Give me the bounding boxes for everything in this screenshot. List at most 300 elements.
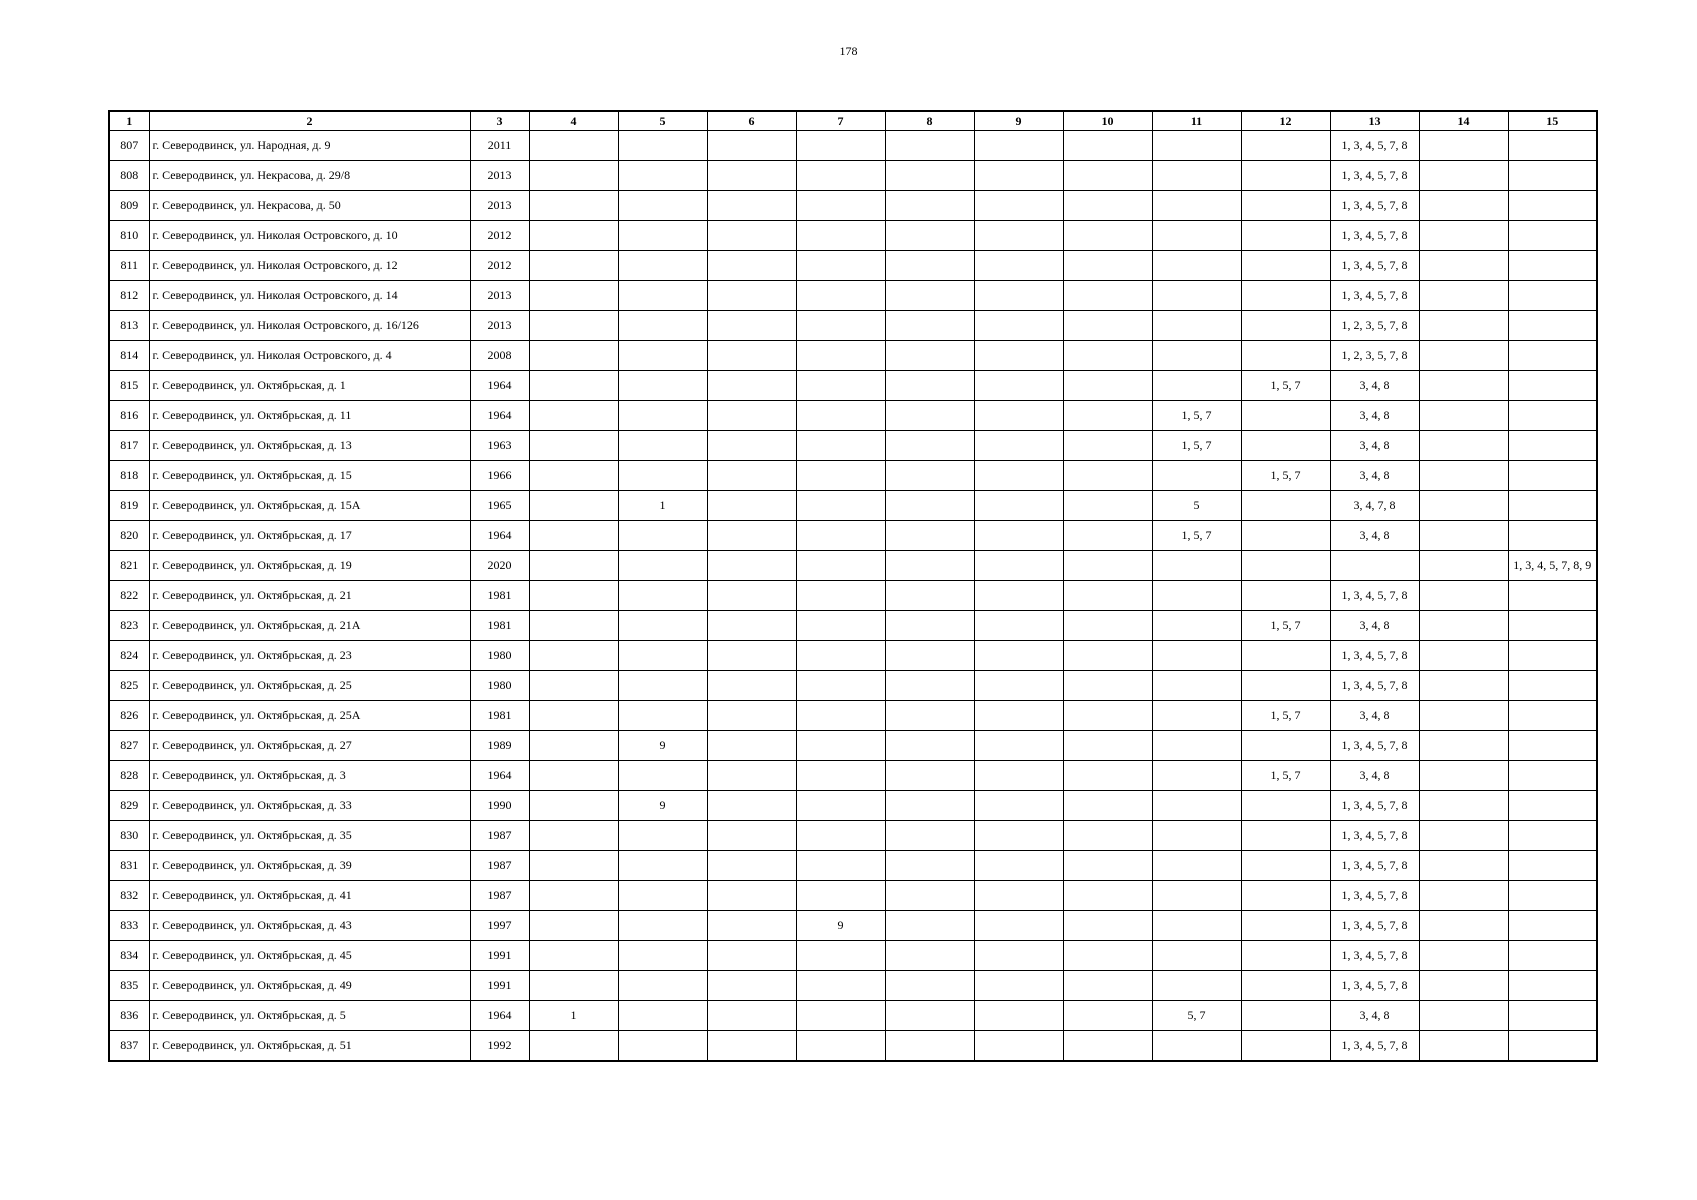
table-cell: [885, 371, 974, 401]
table-cell: [796, 701, 885, 731]
table-cell: [1063, 1001, 1152, 1031]
table-cell: [618, 221, 707, 251]
year-cell: 1981: [470, 581, 529, 611]
table-cell: [1063, 731, 1152, 761]
table-cell: [1419, 1001, 1508, 1031]
table-cell: [618, 701, 707, 731]
row-number-cell: 833: [109, 911, 149, 941]
table-cell: [1152, 311, 1241, 341]
table-cell: [885, 731, 974, 761]
table-cell: [707, 611, 796, 641]
table-cell: [618, 881, 707, 911]
address-cell: г. Северодвинск, ул. Октябрьская, д. 43: [149, 911, 470, 941]
year-cell: 1980: [470, 641, 529, 671]
row-number-cell: 832: [109, 881, 149, 911]
table-cell: [1241, 431, 1330, 461]
row-number-cell: 820: [109, 521, 149, 551]
table-cell: [974, 431, 1063, 461]
table-cell: [1508, 611, 1597, 641]
year-cell: 1980: [470, 671, 529, 701]
table-cell: [529, 551, 618, 581]
table-cell: [885, 1001, 974, 1031]
table-cell: [885, 551, 974, 581]
table-cell: [1508, 1031, 1597, 1062]
table-cell: 3, 4, 7, 8: [1330, 491, 1419, 521]
table-cell: [1241, 401, 1330, 431]
table-cell: [1063, 191, 1152, 221]
table-cell: [885, 461, 974, 491]
address-cell: г. Северодвинск, ул. Некрасова, д. 29/8: [149, 161, 470, 191]
table-cell: [529, 611, 618, 641]
year-cell: 1981: [470, 611, 529, 641]
table-cell: [1419, 851, 1508, 881]
row-number-cell: 814: [109, 341, 149, 371]
table-cell: [796, 281, 885, 311]
address-cell: г. Северодвинск, ул. Октябрьская, д. 5: [149, 1001, 470, 1031]
table-cell: [1508, 191, 1597, 221]
table-cell: [1063, 371, 1152, 401]
table-cell: 5: [1152, 491, 1241, 521]
table-cell: [618, 401, 707, 431]
table-cell: 1, 3, 4, 5, 7, 8: [1330, 671, 1419, 701]
table-cell: [618, 461, 707, 491]
table-cell: [707, 281, 796, 311]
table-cell: [707, 341, 796, 371]
table-cell: [974, 221, 1063, 251]
row-number-cell: 808: [109, 161, 149, 191]
table-cell: [885, 881, 974, 911]
table-cell: [1241, 641, 1330, 671]
table-cell: [707, 401, 796, 431]
table-cell: [796, 131, 885, 161]
table-cell: [1152, 161, 1241, 191]
table-row: [109, 131, 1597, 161]
year-cell: 2013: [470, 161, 529, 191]
table-row: [109, 341, 1597, 371]
table-cell: [1152, 731, 1241, 761]
table-cell: [1419, 821, 1508, 851]
row-number-cell: 821: [109, 551, 149, 581]
column-header-12: 12: [1241, 111, 1330, 131]
table-cell: [796, 431, 885, 461]
table-cell: [796, 671, 885, 701]
column-header-11: 11: [1152, 111, 1241, 131]
table-cell: [529, 491, 618, 521]
table-cell: [974, 521, 1063, 551]
table-cell: [1152, 191, 1241, 221]
table-cell: [1508, 521, 1597, 551]
table-cell: [618, 311, 707, 341]
table-cell: [974, 611, 1063, 641]
address-cell: г. Северодвинск, ул. Николая Островского, д. 4: [149, 341, 470, 371]
table-cell: [796, 251, 885, 281]
address-cell: г. Северодвинск, ул. Октябрьская, д. 33: [149, 791, 470, 821]
table-cell: [618, 251, 707, 281]
table-cell: [1063, 281, 1152, 311]
table-cell: [885, 911, 974, 941]
table-cell: [1241, 521, 1330, 551]
table-cell: [1241, 161, 1330, 191]
table-row: [109, 521, 1597, 551]
address-cell: г. Северодвинск, ул. Октябрьская, д. 3: [149, 761, 470, 791]
table-cell: [529, 221, 618, 251]
table-cell: 9: [618, 731, 707, 761]
row-number-cell: 819: [109, 491, 149, 521]
table-cell: [1152, 821, 1241, 851]
table-cell: [1152, 881, 1241, 911]
table-cell: [1063, 161, 1152, 191]
table-cell: [885, 401, 974, 431]
table-cell: [796, 791, 885, 821]
table-cell: [1063, 701, 1152, 731]
year-cell: 1964: [470, 761, 529, 791]
table-cell: [796, 491, 885, 521]
table-cell: [618, 341, 707, 371]
table-cell: [796, 221, 885, 251]
table-cell: [618, 1001, 707, 1031]
table-cell: [529, 131, 618, 161]
year-cell: 2013: [470, 191, 529, 221]
table-cell: [707, 731, 796, 761]
table-cell: 1, 5, 7: [1152, 401, 1241, 431]
address-cell: г. Северодвинск, ул. Октябрьская, д. 21: [149, 581, 470, 611]
table-cell: [1508, 281, 1597, 311]
table-cell: [618, 551, 707, 581]
table-cell: [529, 821, 618, 851]
table-cell: [974, 401, 1063, 431]
row-number-cell: 829: [109, 791, 149, 821]
address-cell: г. Северодвинск, ул. Октябрьская, д. 39: [149, 851, 470, 881]
table-cell: [707, 191, 796, 221]
table-cell: [1419, 971, 1508, 1001]
table-cell: [1152, 221, 1241, 251]
table-cell: [885, 761, 974, 791]
table-cell: [707, 851, 796, 881]
table-cell: [796, 551, 885, 581]
table-cell: [1063, 641, 1152, 671]
table-cell: [974, 161, 1063, 191]
table-cell: 9: [618, 791, 707, 821]
table-cell: [1508, 881, 1597, 911]
table-row: [109, 1001, 1597, 1031]
year-cell: 2013: [470, 311, 529, 341]
table-row: [109, 941, 1597, 971]
table-row: [109, 671, 1597, 701]
table-cell: [1419, 761, 1508, 791]
table-cell: [707, 371, 796, 401]
table-cell: [529, 791, 618, 821]
table-cell: [529, 401, 618, 431]
year-cell: 2012: [470, 221, 529, 251]
table-cell: [796, 461, 885, 491]
table-cell: [1508, 761, 1597, 791]
table-cell: [1419, 551, 1508, 581]
table-cell: [796, 341, 885, 371]
table-cell: [529, 461, 618, 491]
table-cell: [1419, 251, 1508, 281]
table-cell: [796, 371, 885, 401]
table-cell: 1, 3, 4, 5, 7, 8: [1330, 941, 1419, 971]
table-cell: 1, 5, 7: [1241, 701, 1330, 731]
table-cell: [885, 521, 974, 551]
table-cell: 1, 3, 4, 5, 7, 8: [1330, 131, 1419, 161]
address-cell: г. Северодвинск, ул. Октябрьская, д. 41: [149, 881, 470, 911]
table-cell: 1, 5, 7: [1241, 461, 1330, 491]
table-cell: [707, 131, 796, 161]
table-cell: 1, 5, 7: [1241, 371, 1330, 401]
table-cell: 1, 3, 4, 5, 7, 8: [1330, 161, 1419, 191]
table-cell: [885, 941, 974, 971]
column-header-7: 7: [796, 111, 885, 131]
table-cell: [1419, 1031, 1508, 1062]
table-cell: [707, 311, 796, 341]
column-header-1: 1: [109, 111, 149, 131]
table-cell: [1508, 581, 1597, 611]
table-cell: [1241, 791, 1330, 821]
table-cell: [618, 281, 707, 311]
address-cell: г. Северодвинск, ул. Октябрьская, д. 19: [149, 551, 470, 581]
table-row: [109, 461, 1597, 491]
table-row: [109, 911, 1597, 941]
table-cell: [1241, 851, 1330, 881]
table-cell: [1063, 851, 1152, 881]
table-cell: [529, 431, 618, 461]
address-cell: г. Северодвинск, ул. Октябрьская, д. 49: [149, 971, 470, 1001]
address-cell: г. Северодвинск, ул. Октябрьская, д. 23: [149, 641, 470, 671]
table-cell: [707, 251, 796, 281]
row-number-cell: 812: [109, 281, 149, 311]
year-cell: 2020: [470, 551, 529, 581]
table-row: [109, 611, 1597, 641]
table-cell: [1419, 401, 1508, 431]
table-cell: 1, 3, 4, 5, 7, 8, 9: [1508, 551, 1597, 581]
table-cell: [529, 851, 618, 881]
table-cell: [885, 491, 974, 521]
table-cell: 3, 4, 8: [1330, 701, 1419, 731]
table-cell: 1, 2, 3, 5, 7, 8: [1330, 311, 1419, 341]
year-cell: 1981: [470, 701, 529, 731]
table-cell: [618, 521, 707, 551]
table-cell: [529, 641, 618, 671]
table-cell: [707, 821, 796, 851]
table-cell: [885, 791, 974, 821]
table-cell: [1063, 971, 1152, 1001]
table-cell: [618, 1031, 707, 1062]
table-cell: [1508, 911, 1597, 941]
table-cell: [1241, 491, 1330, 521]
row-number-cell: 830: [109, 821, 149, 851]
table-cell: [1419, 281, 1508, 311]
table-row: [109, 701, 1597, 731]
table-cell: [885, 281, 974, 311]
year-cell: 1992: [470, 1031, 529, 1062]
year-cell: 1987: [470, 821, 529, 851]
table-cell: [1419, 941, 1508, 971]
table-cell: [974, 941, 1063, 971]
table-cell: [1419, 341, 1508, 371]
table-cell: [1419, 371, 1508, 401]
page-number: 178: [839, 44, 858, 58]
table-cell: [1063, 881, 1152, 911]
table-row: [109, 731, 1597, 761]
table-cell: 3, 4, 8: [1330, 521, 1419, 551]
table-cell: [974, 461, 1063, 491]
table-cell: [707, 701, 796, 731]
row-number-cell: 817: [109, 431, 149, 461]
table-cell: [707, 431, 796, 461]
year-cell: 1997: [470, 911, 529, 941]
table-cell: [1152, 251, 1241, 281]
table-cell: [974, 851, 1063, 881]
table-row: [109, 221, 1597, 251]
table-cell: [974, 731, 1063, 761]
table-cell: [529, 971, 618, 1001]
table-cell: [1419, 431, 1508, 461]
table-cell: [618, 581, 707, 611]
table-cell: [796, 821, 885, 851]
row-number-cell: 811: [109, 251, 149, 281]
table-cell: 3, 4, 8: [1330, 401, 1419, 431]
table-cell: [1508, 671, 1597, 701]
table-cell: [974, 1001, 1063, 1031]
table-cell: [1241, 341, 1330, 371]
table-header-row: [109, 111, 1597, 131]
year-cell: 2012: [470, 251, 529, 281]
table-cell: [1508, 491, 1597, 521]
row-number-cell: 816: [109, 401, 149, 431]
table-cell: [529, 701, 618, 731]
table-cell: 1, 3, 4, 5, 7, 8: [1330, 251, 1419, 281]
table-cell: [1241, 1001, 1330, 1031]
table-cell: [1152, 851, 1241, 881]
year-cell: 1964: [470, 1001, 529, 1031]
table-cell: [529, 161, 618, 191]
row-number-cell: 813: [109, 311, 149, 341]
table-cell: [618, 941, 707, 971]
table-cell: [885, 581, 974, 611]
table-cell: [707, 941, 796, 971]
table-cell: [1419, 491, 1508, 521]
table-cell: [1063, 581, 1152, 611]
table-row: [109, 401, 1597, 431]
table-cell: 1, 5, 7: [1241, 611, 1330, 641]
table-cell: 1, 3, 4, 5, 7, 8: [1330, 731, 1419, 761]
table-cell: [1152, 941, 1241, 971]
table-cell: [618, 821, 707, 851]
table-cell: [885, 191, 974, 221]
table-cell: [1152, 131, 1241, 161]
table-cell: 1, 3, 4, 5, 7, 8: [1330, 221, 1419, 251]
table-cell: [1063, 461, 1152, 491]
address-cell: г. Северодвинск, ул. Николая Островского, д. 10: [149, 221, 470, 251]
table-cell: [974, 251, 1063, 281]
table-cell: [796, 761, 885, 791]
row-number-cell: 826: [109, 701, 149, 731]
table-cell: [529, 251, 618, 281]
table-cell: [1152, 551, 1241, 581]
table-cell: [974, 641, 1063, 671]
table-cell: [1419, 641, 1508, 671]
table-cell: [1063, 131, 1152, 161]
column-header-2: 2: [149, 111, 470, 131]
table-row: [109, 821, 1597, 851]
column-header-13: 13: [1330, 111, 1419, 131]
address-cell: г. Северодвинск, ул. Октябрьская, д. 1: [149, 371, 470, 401]
table-cell: [1419, 701, 1508, 731]
table-cell: [796, 161, 885, 191]
table-cell: [1063, 551, 1152, 581]
table-cell: [707, 641, 796, 671]
table-cell: [1152, 761, 1241, 791]
row-number-cell: 822: [109, 581, 149, 611]
table-cell: [885, 251, 974, 281]
table-cell: [1063, 821, 1152, 851]
address-cell: г. Северодвинск, ул. Октябрьская, д. 35: [149, 821, 470, 851]
table-cell: [885, 851, 974, 881]
table-cell: [707, 1031, 796, 1062]
table-cell: [1508, 131, 1597, 161]
address-cell: г. Северодвинск, ул. Октябрьская, д. 25А: [149, 701, 470, 731]
address-cell: г. Северодвинск, ул. Октябрьская, д. 15: [149, 461, 470, 491]
table-cell: [796, 641, 885, 671]
table-cell: [529, 281, 618, 311]
table-cell: [885, 161, 974, 191]
table-cell: [796, 971, 885, 1001]
table-cell: [796, 851, 885, 881]
table-cell: [1330, 551, 1419, 581]
table-cell: [1152, 281, 1241, 311]
table-cell: [1063, 1031, 1152, 1062]
table-cell: [1419, 791, 1508, 821]
table-row: [109, 191, 1597, 221]
table-cell: [529, 581, 618, 611]
row-number-cell: 835: [109, 971, 149, 1001]
table-cell: [1152, 911, 1241, 941]
table-cell: [1063, 251, 1152, 281]
table-cell: [1241, 971, 1330, 1001]
table-cell: 1: [529, 1001, 618, 1031]
table-cell: [1063, 431, 1152, 461]
table-cell: [1241, 821, 1330, 851]
table-cell: [1241, 311, 1330, 341]
table-cell: 1, 5, 7: [1241, 761, 1330, 791]
table-cell: [529, 521, 618, 551]
table-cell: 1, 3, 4, 5, 7, 8: [1330, 1031, 1419, 1062]
table-cell: [974, 821, 1063, 851]
table-cell: [618, 671, 707, 701]
table-cell: 1, 3, 4, 5, 7, 8: [1330, 581, 1419, 611]
table-cell: [796, 191, 885, 221]
table-row: [109, 311, 1597, 341]
row-number-cell: 828: [109, 761, 149, 791]
table-cell: [1152, 701, 1241, 731]
table-cell: [529, 1031, 618, 1062]
table-cell: [1508, 1001, 1597, 1031]
year-cell: 1987: [470, 851, 529, 881]
table-cell: 1, 3, 4, 5, 7, 8: [1330, 971, 1419, 1001]
table-cell: [1508, 311, 1597, 341]
table-cell: [796, 311, 885, 341]
table-row: [109, 761, 1597, 791]
table-cell: 9: [796, 911, 885, 941]
table-cell: [974, 581, 1063, 611]
year-cell: 1990: [470, 791, 529, 821]
year-cell: 1989: [470, 731, 529, 761]
table-cell: [1241, 551, 1330, 581]
table-row: [109, 281, 1597, 311]
table-cell: 3, 4, 8: [1330, 371, 1419, 401]
year-cell: 2008: [470, 341, 529, 371]
